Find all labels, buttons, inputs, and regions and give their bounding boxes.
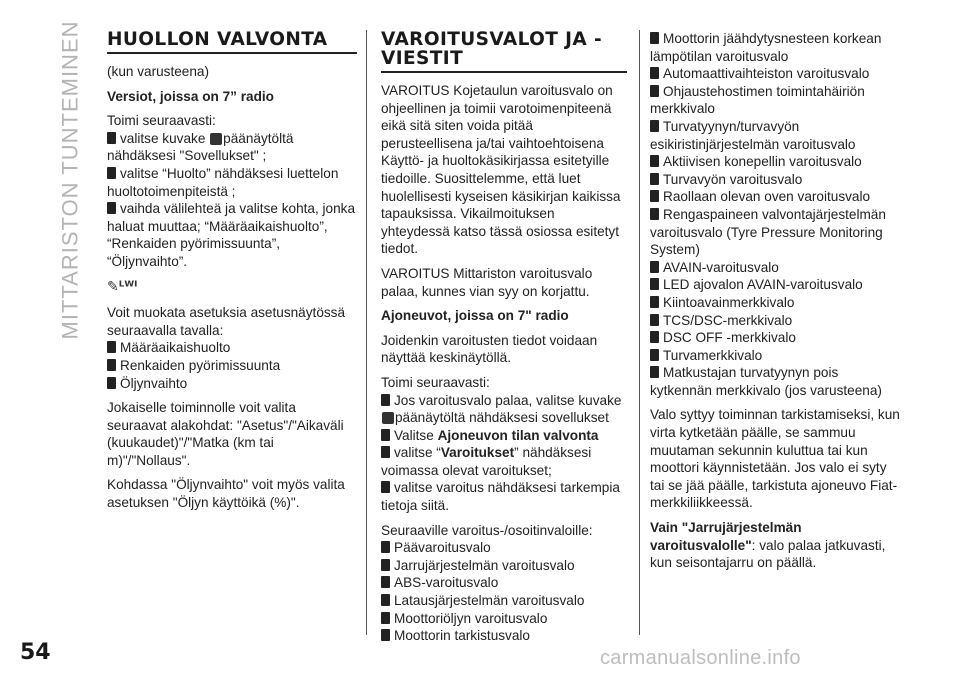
step-3: vaihda välilehteä ja valitse kohta, jonka haluat muuttaa; “Määräaikaishuolto”, “Renkaiden pyörimissuunta”, “Öljynvaihto”. bbox=[107, 201, 356, 269]
list-item: Moottoriöljyn varoitusvalo bbox=[381, 610, 627, 628]
paragraph-warning-2: VAROITUS Mittariston varoitusvalo palaa, kunnes vian syy on korjattu. bbox=[381, 265, 593, 299]
column-service-monitoring bbox=[107, 30, 357, 519]
column-separator-2 bbox=[639, 30, 640, 635]
bullet-icon bbox=[381, 446, 390, 458]
heading-service-monitoring: HUOLLON VALVONTA bbox=[107, 30, 357, 54]
list-item: Aktiivisen konepellin varoitusvalo bbox=[650, 153, 900, 171]
bullet-icon bbox=[107, 377, 116, 389]
list-item: ABS-varoitusvalo bbox=[381, 574, 627, 592]
list-item: Ohjaustehostimen toimintahäiriön merkkivalo bbox=[650, 83, 865, 117]
list-item: Turvatyynyn/turvavyön esikiristinjärjestelmän varoitusvalo bbox=[650, 118, 856, 152]
side-section-title bbox=[54, 20, 86, 340]
bullet-icon bbox=[381, 481, 390, 493]
list-item: Päävaroitusvalo bbox=[381, 539, 627, 557]
paragraph-brake-only: Vain "Jarrujärjestelmän varoitusvalolle": valo palaa jatkuvasti, kun seisontajarru on päällä. bbox=[650, 520, 886, 571]
list-item: Jarrujärjestelmän varoitusvalo bbox=[381, 557, 627, 575]
bullet-icon bbox=[650, 155, 659, 167]
bullet-icon bbox=[650, 278, 659, 290]
bullet-icon bbox=[381, 612, 390, 624]
column-separator-1 bbox=[366, 30, 367, 635]
bullet-icon bbox=[107, 132, 116, 144]
bullet-icon bbox=[650, 296, 659, 308]
subheading-7in-radio: Ajoneuvot, joissa on 7" radio bbox=[381, 308, 569, 324]
bullet-icon bbox=[650, 190, 659, 202]
bullet-icon bbox=[381, 594, 390, 606]
bullet-icon bbox=[381, 576, 390, 588]
paragraph-check: Valo syttyy toiminnan tarkistamiseksi, kun virta kytketään päälle, se sammuu muutaman sekunnin kuluttua tai kun moottori käynnistetään. Jos valo ei syty tai se jää päälle, tarkistuta ajoneuvo Fiat-merkkiliikkeessä. bbox=[650, 407, 900, 511]
step-4: valitse varoitus nähdäksesi tarkempia tietoja siitä. bbox=[381, 480, 620, 514]
list-intro: Seuraaville varoitus-/osoitinvaloille: bbox=[381, 522, 593, 538]
list-item: Renkaiden pyörimissuunta bbox=[107, 357, 357, 375]
bullet-icon bbox=[381, 559, 390, 571]
bullet-icon bbox=[650, 208, 659, 220]
subheading-7in-radio: Versiot, joissa on 7” radio bbox=[107, 88, 274, 104]
apps-icon bbox=[382, 412, 394, 424]
intro-text: (kun varusteena) bbox=[107, 64, 210, 79]
step-1: Jos varoitusvalo palaa, valitse kuvake päänäytöltä nähdäksesi sovellukset bbox=[381, 392, 627, 427]
list-item: DSC OFF -merkkivalo bbox=[650, 329, 900, 347]
steps-intro: Toimi seuraavasti: bbox=[107, 113, 216, 129]
bullet-icon bbox=[107, 202, 116, 214]
bullet-icon bbox=[650, 120, 659, 132]
settings-text: Voit muokata asetuksia asetusnäytössä seuraavalla tavalla: bbox=[107, 305, 346, 338]
list-item: Matkustajan turvatyynyn pois kytkennän merkkivalo (jos varusteena) bbox=[650, 365, 882, 398]
paragraph-warning-1: VAROITUS Kojetaulun varoitusvalo on ohjeellinen ja toimii varotoimenpiteenä eikä sitä siten voida pitää perusteellisena ja/tai vaihtoehtoisena Käyttö- ja huoltokäsikirjassa esitetyille tiedoille. Suosittelemme, että luet huolellisesti kyseisen käsikirjan kaikissa tapauksissa. Vikailmoituksen yhteydessä katso tässä osiossa esitetyt tiedot. bbox=[381, 83, 621, 257]
column-warning-lights bbox=[381, 30, 627, 645]
list-item: Moottorin jäähdytysnesteen korkean lämpötilan varoitusvalo bbox=[650, 31, 882, 64]
bullet-icon bbox=[381, 541, 390, 553]
bullet-icon bbox=[650, 349, 659, 361]
list-item: Turvamerkkivalo bbox=[650, 347, 900, 365]
list-item: Automaattivaihteiston varoitusvalo bbox=[650, 65, 900, 83]
heading-warning-lights: VAROITUSVALOT JA -VIESTIT bbox=[381, 30, 627, 73]
list-item: Kiintoavainmerkkivalo bbox=[650, 294, 900, 312]
bullet-icon bbox=[381, 429, 390, 441]
bullet-icon bbox=[107, 341, 116, 353]
list-item: Latausjärjestelmän varoitusvalo bbox=[381, 592, 627, 610]
paragraph-options: Jokaiselle toiminnolle voit valita seuraavat alakohdat: "Asetus"/"Aikaväli (kuukaudet)"/"Matka (km tai m)"/"Nollaus". bbox=[107, 400, 344, 468]
paragraph-oil-life: Kohdassa "Öljynvaihto" voit myös valita asetuksen "Öljyn käyttöikä (%)". bbox=[107, 477, 345, 511]
list-item: Turvavyön varoitusvalo bbox=[650, 171, 900, 189]
step-2: valitse “Huolto” nähdäksesi luettelon huoltotoimenpiteistä ; bbox=[107, 165, 339, 199]
list-item: TCS/DSC-merkkivalo bbox=[650, 312, 900, 330]
list-item: LED ajovalon AVAIN-varoitusvalo bbox=[650, 276, 900, 294]
steps-intro: Toimi seuraavasti: bbox=[381, 374, 490, 390]
side-title-text: MITTARISTON TUNTEMINEN bbox=[57, 20, 82, 340]
bullet-icon bbox=[650, 261, 659, 273]
bullet-icon bbox=[107, 359, 116, 371]
bullet-icon bbox=[381, 629, 390, 641]
list-item: Öljynvaihto bbox=[107, 375, 357, 393]
step-1: valitse kuvake päänäytöltä nähdäksesi "Sovellukset" ; bbox=[107, 130, 294, 164]
bullet-icon bbox=[107, 167, 116, 179]
step-3: valitse “Varoitukset” nähdäksesi voimassa olevat varoitukset; bbox=[381, 445, 592, 478]
column-warning-lights-continued bbox=[650, 30, 900, 579]
wrench-symbol-icon: ✎ᴸᵂᴵ bbox=[107, 278, 138, 295]
list-item: Raollaan olevan oven varoitusvalo bbox=[650, 188, 900, 206]
list-item: Moottorin tarkistusvalo bbox=[381, 627, 627, 645]
list-item: Määräaikaishuolto bbox=[107, 339, 357, 357]
bullet-icon bbox=[650, 173, 659, 185]
page-number: 54 bbox=[20, 640, 51, 665]
watermark: carmanualsonline.info bbox=[600, 647, 801, 669]
list-item: AVAIN-varoitusvalo bbox=[650, 259, 900, 277]
apps-icon bbox=[210, 133, 222, 145]
list-item: Rengaspaineen valvontajärjestelmän varoitusvalo (Tyre Pressure Monitoring System) bbox=[650, 206, 886, 258]
bullet-icon bbox=[650, 366, 659, 378]
step-2: Valitse Ajoneuvon tilan valvonta bbox=[381, 427, 627, 445]
bullet-icon bbox=[650, 32, 659, 44]
bullet-icon bbox=[650, 85, 659, 97]
bullet-icon bbox=[381, 394, 390, 406]
bullet-icon bbox=[650, 331, 659, 343]
bullet-icon bbox=[650, 67, 659, 79]
bullet-icon bbox=[650, 314, 659, 326]
paragraph-display: Joidenkin varoitusten tiedot voidaan näyttää keskinäytöllä. bbox=[381, 332, 598, 366]
